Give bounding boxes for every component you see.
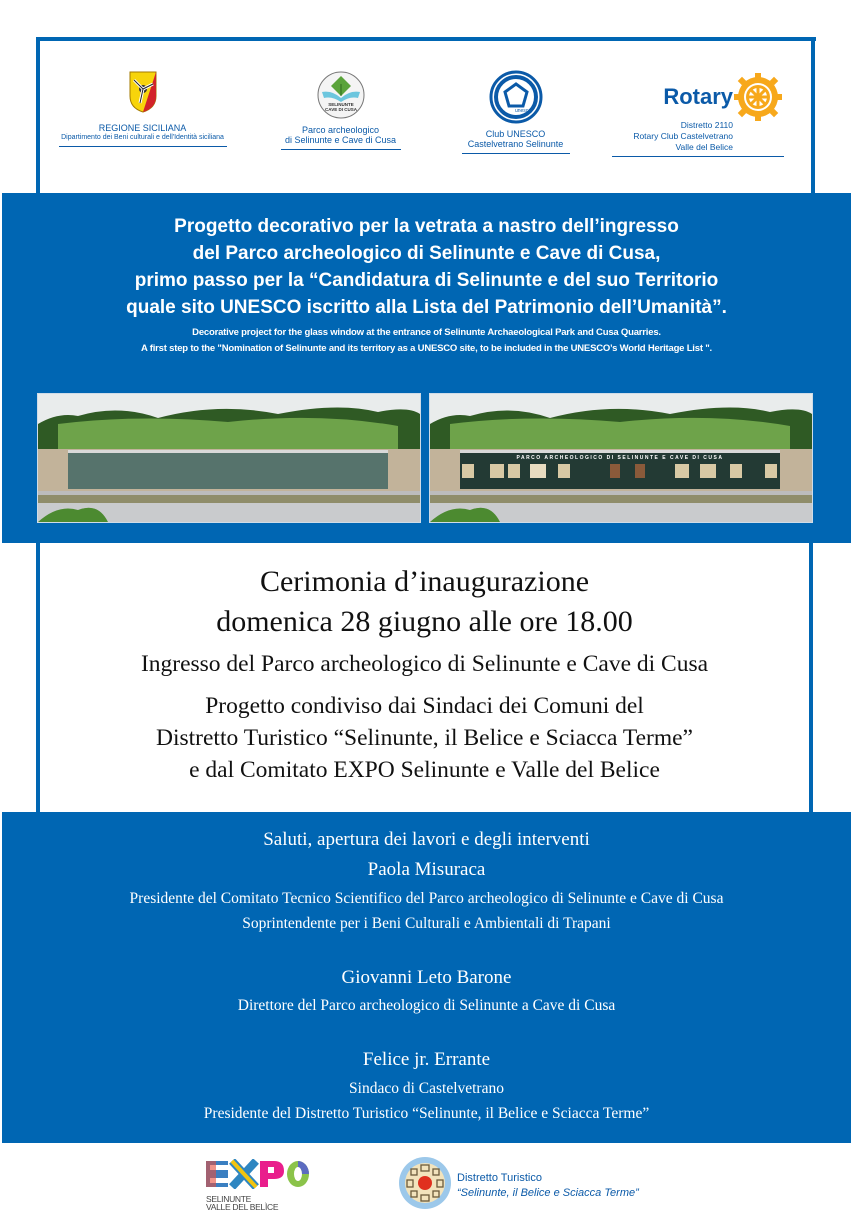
speaker-name: Felice jr. Errante — [362, 1049, 491, 1070]
speaker-name: Paola Misuraca — [367, 859, 486, 880]
partner-logos — [40, 60, 811, 170]
event-shared-line: Distretto Turistico “Selinunte, il Belice e Sciacca Terme” — [156, 725, 693, 751]
svg-text:unesco: unesco — [514, 108, 531, 114]
speaker-role: Presidente del Distretto Turistico “Selinunte, il Belice e Sciacca Terme” — [203, 1105, 650, 1122]
footer-logos — [0, 1143, 851, 1220]
svg-text:PARCO ARCHEOLOGICO DI SELINUNT: PARCO ARCHEOLOGICO DI SELINUNTE E CAVE DI CUSA — [516, 455, 724, 461]
building-photo-image — [38, 394, 420, 522]
regione-title: REGIONE SICILIANA — [98, 123, 187, 133]
event-title: Cerimonia d’inaugurazione — [259, 565, 590, 598]
speaker-role: Presidente del Comitato Tecnico Scientifico del Parco archeologico di Selinunte e Cave di Cusa — [129, 890, 724, 907]
rotary-location: Valle del Belice — [675, 142, 733, 152]
svg-text:SELINUNTE: SELINUNTE — [327, 102, 354, 107]
frame-border-top — [36, 37, 816, 41]
rotary-wheel-icon — [733, 72, 783, 122]
photo-entrance-before — [37, 393, 421, 523]
unesco-title: Club UNESCO — [485, 129, 546, 139]
event-datetime: domenica 28 giugno alle ore 18.00 — [216, 605, 633, 638]
frame-border-right — [811, 37, 815, 197]
regione-subtitle: Dipartimento dei Beni culturali e dell'Identità siciliana — [61, 134, 224, 141]
project-title: Progetto decorativo per la vetrata a nastro dell’ingresso del Parco archeologico di Selinunte e Cave di Cusa, primo passo per la “Candidatura di Selinunte e del suo Territorio quale sito UNESCO iscritto alla Lista del Patrimonio dell’Umanità”. — [126, 216, 727, 318]
logo-parco-archeologico — [278, 70, 403, 150]
unesco-subtitle: Castelvetrano Selinunte — [467, 139, 564, 149]
distretto-line1: Distretto Turistico — [457, 1172, 542, 1184]
event-shared-line: e dal Comitato EXPO Selinunte e Valle del Belice — [189, 757, 660, 783]
rotary-club: Rotary Club Castelvetrano — [633, 131, 733, 141]
speaker-role: Soprintendente per i Beni Culturali e Ambientali di Trapani — [242, 915, 611, 932]
event-shared-line: Progetto condiviso dai Sindaci dei Comuni del — [205, 693, 644, 719]
project-banner — [2, 193, 851, 543]
speaker-role: Sindaco di Castelvetrano — [349, 1080, 504, 1097]
logo-regione-siciliana — [55, 70, 230, 147]
frame-border-right-middle — [809, 540, 813, 815]
speaker-role: Direttore del Parco archeologico di Selinunte a Cave di Cusa — [237, 997, 616, 1014]
speaker-name: Giovanni Leto Barone — [341, 967, 512, 988]
expo-logo-icon — [206, 1159, 310, 1189]
project-english-description: Decorative project for the glass window at the entrance of Selinunte Archaeological Park and Cusa Quarries. A first step to the "Nomination of Selinunte and its territory as a UNESCO site, to be included in the UNESCO’s World Heritage List ". — [141, 327, 712, 354]
program-heading: Saluti, apertura dei lavori e degli interventi — [263, 829, 590, 850]
divider — [281, 149, 401, 150]
logo-distretto-turistico — [397, 1155, 697, 1211]
event-details — [40, 543, 809, 812]
event-venue: Ingresso del Parco archeologico di Selinunte e Cave di Cusa — [140, 651, 709, 677]
logo-rotary — [610, 70, 785, 157]
divider — [59, 146, 227, 147]
photo-entrance-after — [429, 393, 813, 523]
divider — [462, 153, 570, 154]
expo-line1: SELINUNTE — [206, 1194, 252, 1204]
rotary-brand: Rotary — [663, 84, 733, 109]
selinunte-park-logo-icon — [316, 70, 366, 120]
unesco-club-logo-icon — [489, 70, 543, 124]
expo-line2: VALLE DEL BELÌCE — [206, 1202, 279, 1212]
svg-text:CAVE DI CUSA: CAVE DI CUSA — [324, 107, 357, 112]
rotary-district: Distretto 2110 — [680, 120, 733, 130]
logo-expo — [206, 1159, 310, 1212]
distretto-line2: “Selinunte, il Belice e Sciacca Terme” — [457, 1187, 639, 1199]
program-section — [2, 812, 851, 1143]
sicily-coat-of-arms-icon — [128, 70, 158, 114]
building-photo-decorated-image — [430, 394, 812, 522]
parco-title: Parco archeologico — [301, 125, 380, 135]
distretto-turistico-logo-icon — [397, 1155, 453, 1211]
parco-subtitle: di Selinunte e Cave di Cusa — [284, 135, 397, 145]
divider — [612, 156, 784, 157]
logo-club-unesco — [458, 70, 573, 154]
